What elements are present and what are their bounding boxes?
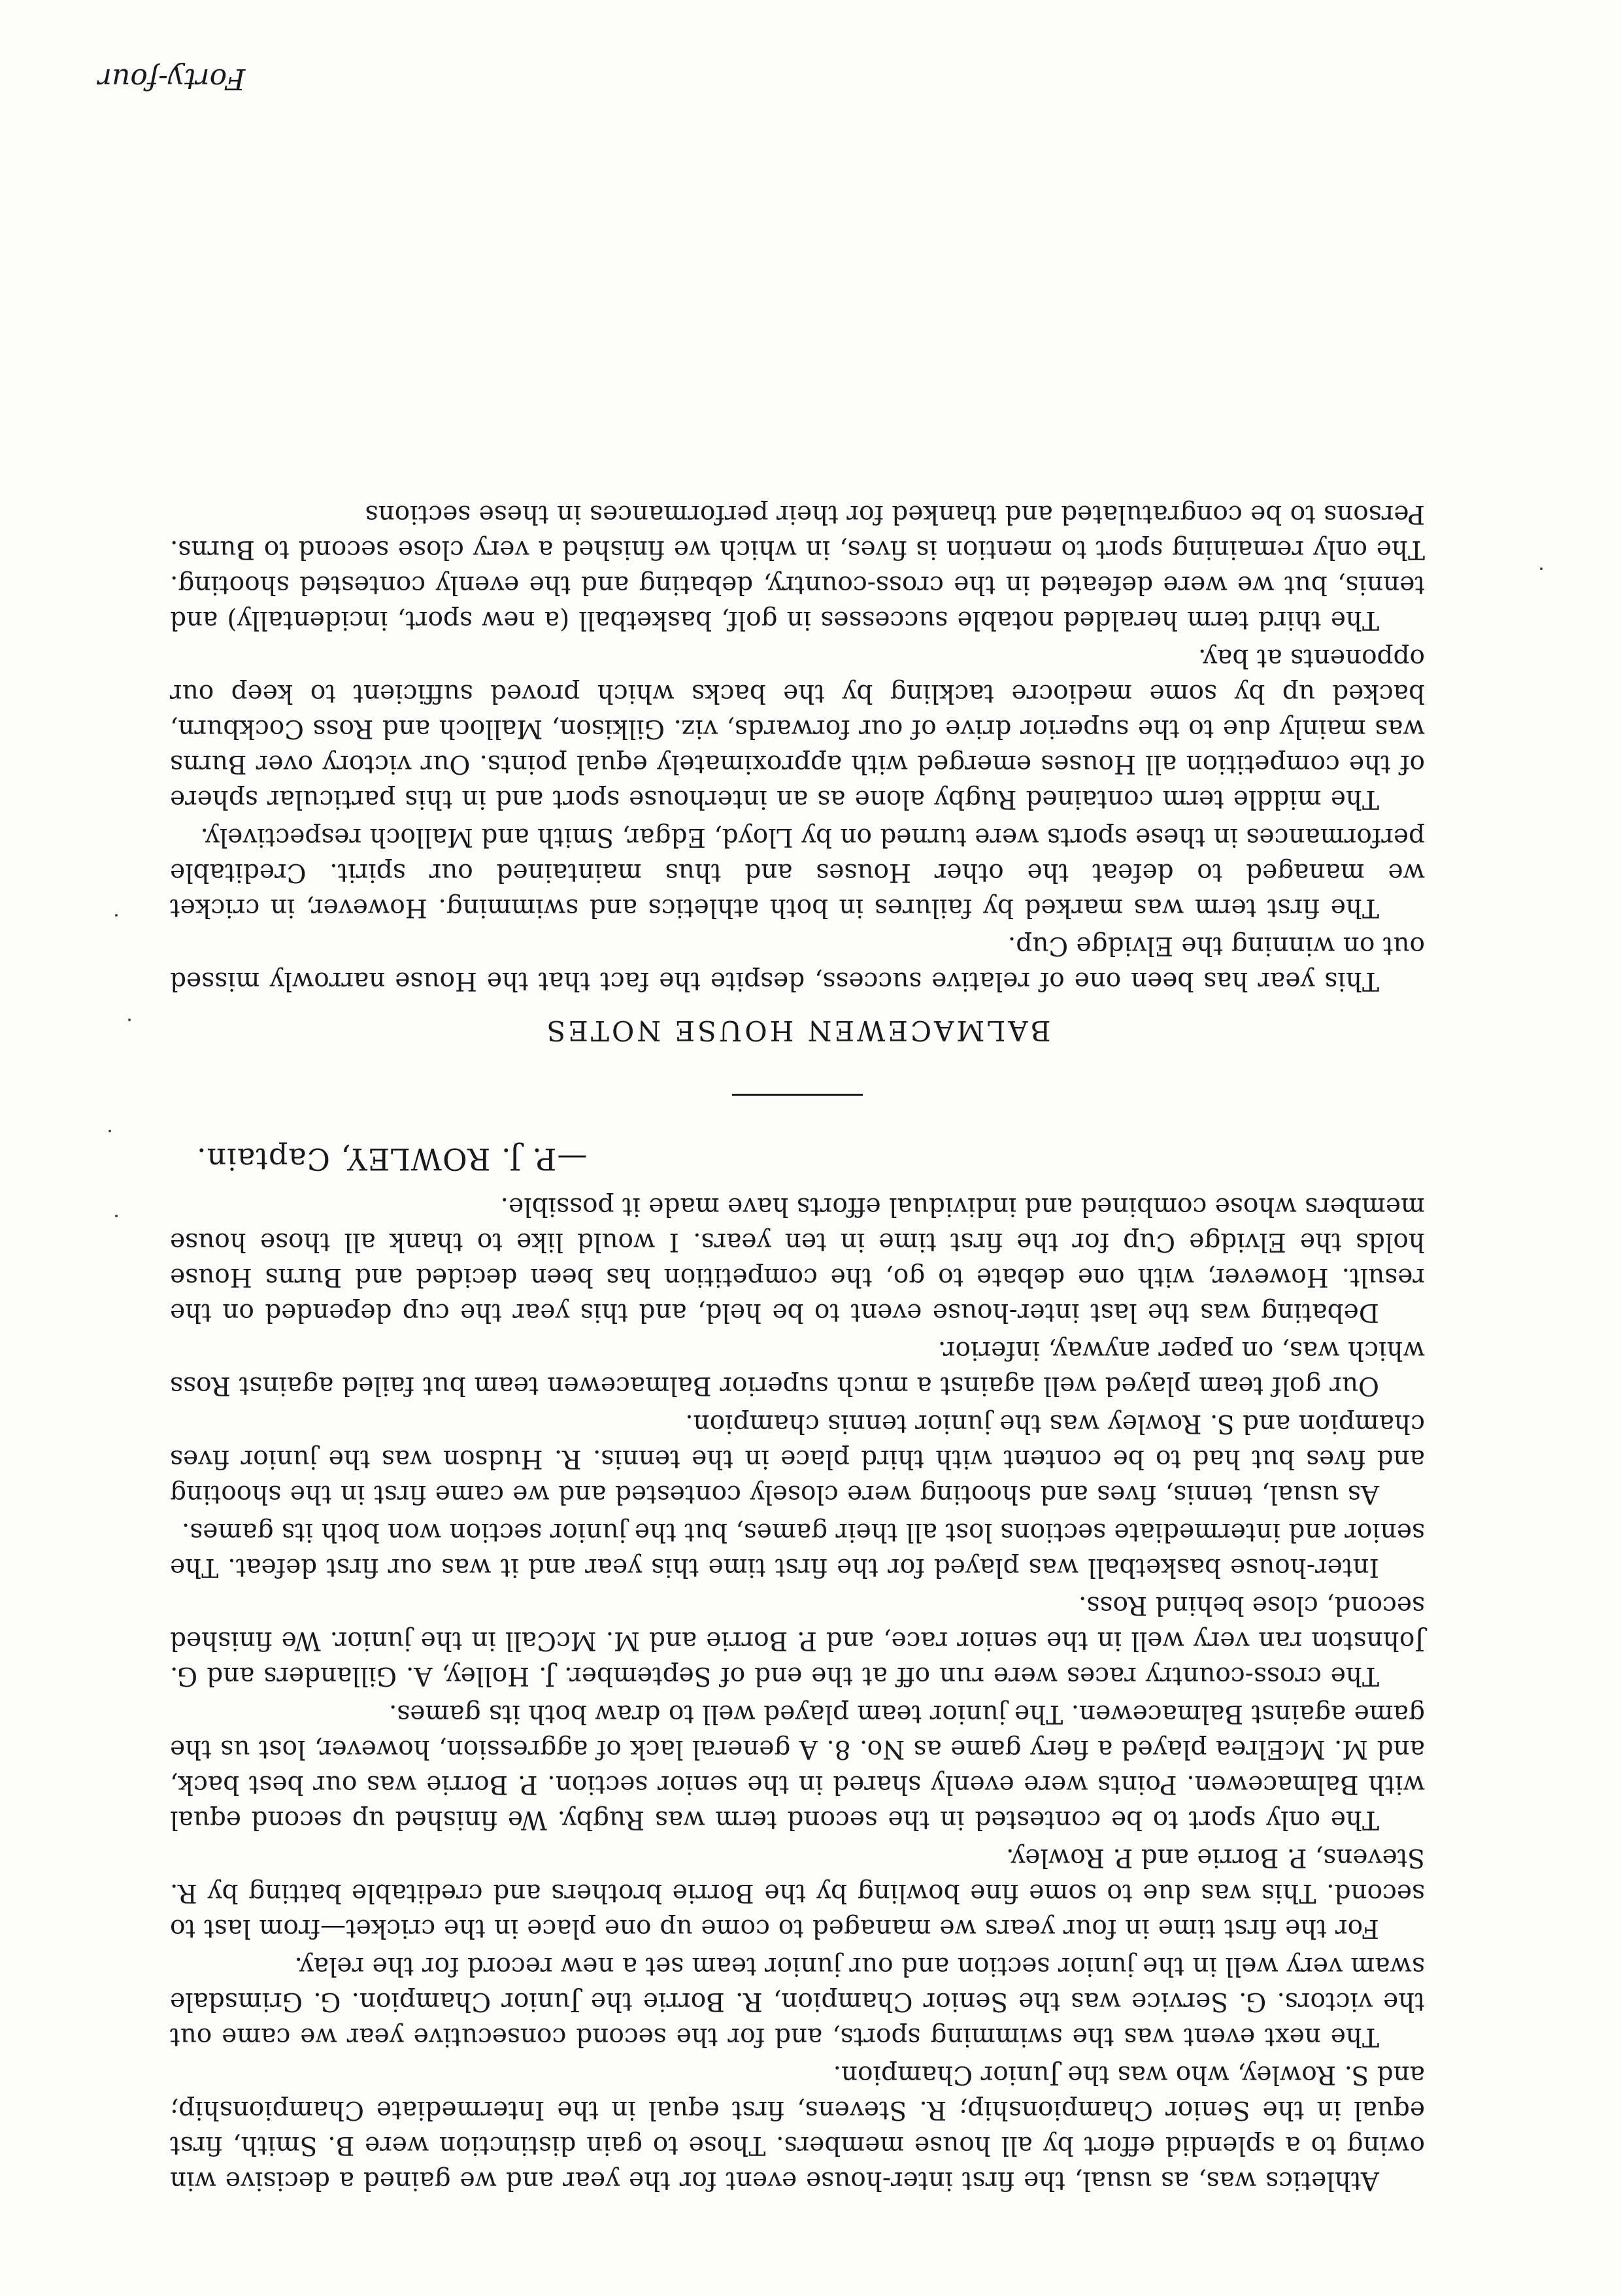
scan-speck — [1540, 567, 1543, 570]
balmacewen-house-notes — [170, 496, 1425, 1048]
section-heading: BALMACEWEN HOUSE NOTES — [544, 1015, 1051, 1047]
balmacewen-paragraph-middle-term: The middle term contained Rugby alone as an interhouse sport and in this particular sphere of the competition all Houses emerged with approximately equal points. Our victory over Burns was mainly due to the superior drive of our forwards, viz. Gilkison, Malloch and Ross Cockburn, backed up by some mediocre tackling by the backs which proved sufficient to keep our opponents at bay. — [170, 643, 1425, 814]
page-content — [170, 494, 1425, 2198]
balmacewen-paragraph-third-term: The third term heralded notable successes in golf, basketball (a new sport, incidentally) and tennis, but we were defeated in the cross-country, debating and the evenly contested shooting. The only remaining sport to mention is fives, in which we finished a very close second to Burns. Persons to be congratulated and thanked for their performances in these sections — [170, 499, 1425, 635]
balmacewen-paragraph-intro: This year has been one of relative success, despite the fact that the House narrowly missed out on winning the Elvidge Cup. — [170, 931, 1425, 996]
burns-paragraph-cricket: For the first time in four years we managed to come up one place in the cricket—from last to second. This was due to some fine bowling by the Borrie brothers and creditable batting by R. Stevens, P. Borrie and P. Rowley. — [170, 1843, 1425, 1943]
burns-paragraph-tennis-fives-shooting: As usual, tennis, fives and shooting were closely contested and we came first in the shooting and fives but had to be content with third place in the tennis. R. Hudson was the junior fives champion and S. Rowley was the junior tennis champion. — [170, 1409, 1425, 1509]
burns-paragraph-swimming: The next event was the swimming sports, and for the second consecutive year we came out the victors. G. Service was the Senior Champion, R. Borrie the Junior Champion. G. Grimsdale swam very well in the junior section and our junior team set a new record for the relay. — [170, 1951, 1425, 2051]
burns-paragraph-rugby: The only sport to be contested in the second term was Rugby. We finished up second equal with Balmacewen. Points were evenly shared in the senior section. P. Borrie was our best back, and M. McElrea played a fiery game as No. 8. A general lack of aggression, however, lost us the game against Balmacewen. The junior team played well to draw both its games. — [170, 1699, 1425, 1834]
burns-paragraph-basketball: Inter-house basketball was played for the first time this year and it was our first defeat. The senior and intermediate sections lost all their games, but the junior section won both its games. — [170, 1517, 1425, 1582]
balmacewen-paragraph-first-term: The first term was marked by failures in both athletics and swimming. However, in cricket we managed to defeat the other Houses and thus maintained our spirit. Creditable performances in these sports were turned on by Lloyd, Edgar, Smith and Malloch respectively. — [170, 822, 1425, 922]
burns-paragraph-golf: Our golf team played well against a much superior Balmacewen team but failed against Ross which was, on paper anyway, inferior. — [170, 1336, 1425, 1400]
burns-paragraph-cross-country: The cross-country races were run off at the end of September. J. Holley, A. Gillanders and G. Johnston ran very well in the senior race, and P. Borrie and M. McCall in the junior. We finished second, close behind Ross. — [170, 1591, 1425, 1691]
scan-speck — [115, 1215, 118, 1217]
scan-speck — [115, 914, 118, 917]
scan-speck — [109, 1130, 111, 1132]
captain-signature: —P. J. ROWLEY, Captain. — [196, 1141, 588, 1177]
section-divider — [732, 1094, 863, 1096]
page-number: Forty-four — [98, 62, 246, 95]
burns-paragraph-athletics: Athletics was, as usual, the first inter-house event for the year and we gained a decisive win owing to a splendid effort by all house members. Those to gain distinction were B. Smith, first equal in the Senior Championship; R. Stevens, first equal in the Intermediate Championship; and S. Rowley, who was the Junior Champion. — [170, 2060, 1425, 2195]
burns-house-notes — [170, 1141, 1425, 2198]
burns-paragraph-debating: Debating was the last inter-house event to be held, and this year the cup depended on the result. However, with one debate to go, the competition has been decided and Burns House holds the Elvidge Cup for the first time in ten years. I would like to thank all those house members whose combined and individual efforts have made it possible. — [170, 1192, 1425, 1327]
scan-speck — [128, 1019, 131, 1021]
